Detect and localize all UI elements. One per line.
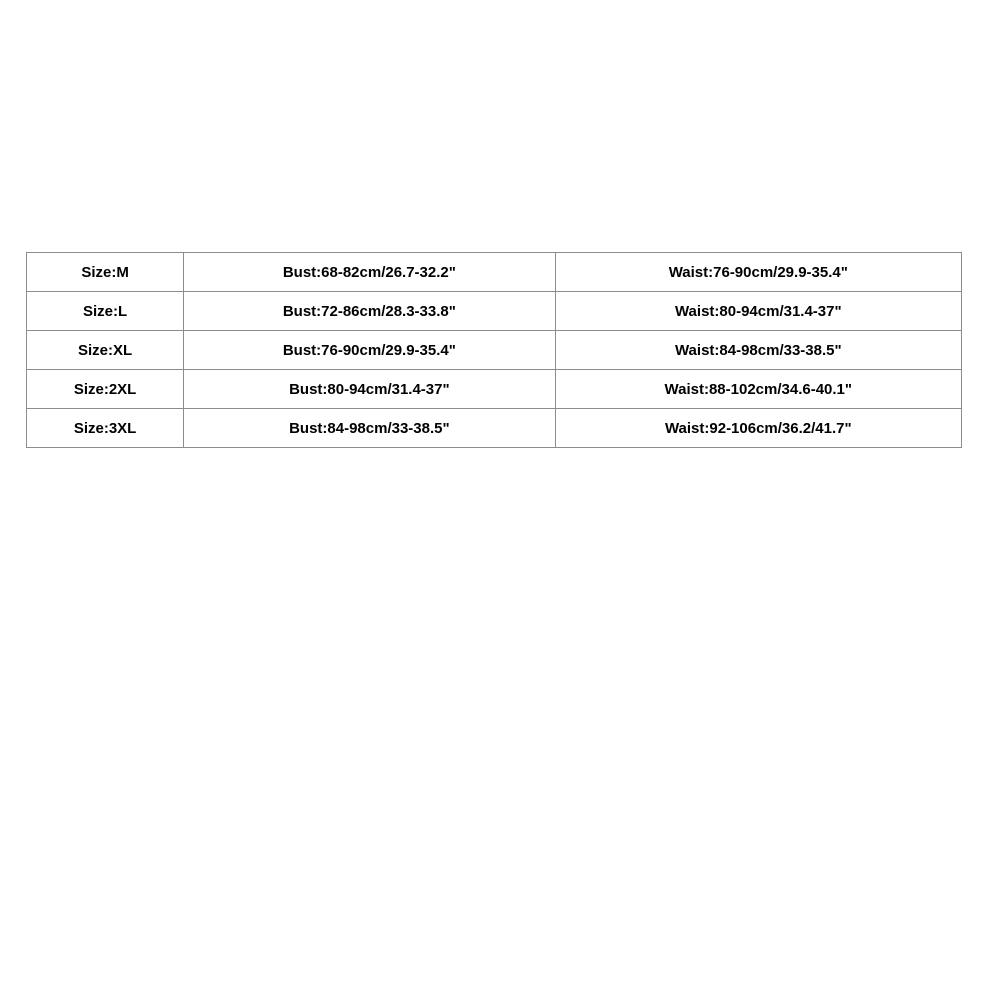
- table-row: [27, 331, 962, 370]
- size-cell: Size:L: [27, 292, 184, 331]
- waist-cell: Waist:76-90cm/29.9-35.4": [555, 253, 961, 292]
- bust-cell: Bust:72-86cm/28.3-33.8": [184, 292, 555, 331]
- size-cell: Size:M: [27, 253, 184, 292]
- bust-cell: Bust:68-82cm/26.7-32.2": [184, 253, 555, 292]
- bust-cell: Bust:80-94cm/31.4-37": [184, 370, 555, 409]
- table-row: [27, 409, 962, 448]
- table-row: [27, 253, 962, 292]
- bust-cell: Bust:84-98cm/33-38.5": [184, 409, 555, 448]
- table-row: [27, 370, 962, 409]
- waist-cell: Waist:88-102cm/34.6-40.1": [555, 370, 961, 409]
- size-cell: Size:3XL: [27, 409, 184, 448]
- bust-cell: Bust:76-90cm/29.9-35.4": [184, 331, 555, 370]
- waist-cell: Waist:80-94cm/31.4-37": [555, 292, 961, 331]
- size-chart-table: [26, 252, 962, 448]
- size-cell: Size:XL: [27, 331, 184, 370]
- size-cell: Size:2XL: [27, 370, 184, 409]
- waist-cell: Waist:84-98cm/33-38.5": [555, 331, 961, 370]
- waist-cell: Waist:92-106cm/36.2/41.7": [555, 409, 961, 448]
- table-row: [27, 292, 962, 331]
